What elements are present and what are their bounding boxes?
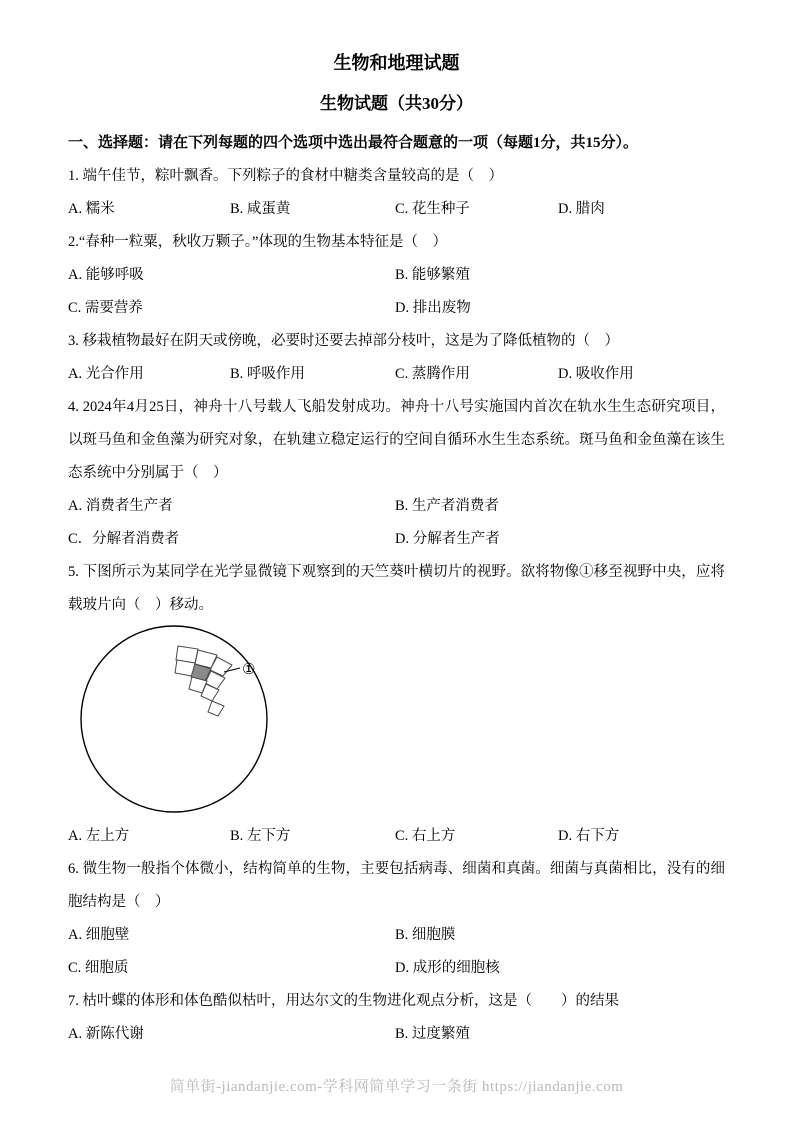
question-4 [68,391,725,556]
question-7-option-a: A. 新陈代谢 [68,1026,144,1042]
question-4-options [68,490,725,556]
question-3 [68,325,725,391]
leaf-cells-drawing [175,646,232,716]
question-4-option-d: D. 分解者生产者 [395,531,500,547]
question-1-option-d: D. 腊肉 [558,201,605,217]
question-2-option-d: D. 排出废物 [395,300,471,316]
question-5-figure [78,622,725,820]
question-6-option-c: C. 细胞质 [68,960,129,976]
question-1 [68,160,725,226]
question-3-option-b: B. 呼吸作用 [230,366,305,382]
question-7-options [68,1018,725,1051]
question-2-option-b: B. 能够繁殖 [395,267,470,283]
question-3-option-d: D. 吸收作用 [558,366,634,382]
question-1-stem: 1. 端午佳节，粽叶飘香。下列粽子的食材中糖类含量较高的是（ ） [68,168,503,184]
question-6 [68,853,725,985]
question-3-option-a: A. 光合作用 [68,366,144,382]
question-2 [68,226,725,325]
question-1-option-b: B. 咸蛋黄 [230,201,291,217]
question-1-option-a: A. 糯米 [68,201,115,217]
question-2-option-a: A. 能够呼吸 [68,267,144,283]
question-4-stem: 4. 2024年4月25日，神舟十八号载人飞船发射成功。神舟十八号实施国内首次在轨水生生态研究项目，以斑马鱼和金鱼藻为研究对象，在轨建立稳定运行的空间自循环水生生态系统。斑马鱼和金鱼藻在该生态系统中分别属于（ ） [68,399,725,481]
question-3-option-c: C. 蒸腾作用 [395,366,470,382]
microscope-field-figure [78,622,358,820]
question-2-stem: 2.“春种一粒粟，秋收万颗子。”体现的生物基本特征是（ ） [68,234,447,250]
question-6-option-d: D. 成形的细胞核 [395,960,500,976]
question-5-option-d: D. 右下方 [558,828,620,844]
question-7-stem: 7. 枯叶蝶的体形和体色酷似枯叶，用达尔文的生物进化观点分析，这是（ ）的结果 [68,993,619,1009]
question-2-option-c: C. 需要营养 [68,300,143,316]
question-5 [68,556,725,853]
question-1-options [68,193,725,226]
question-7-option-b: B. 过度繁殖 [395,1026,470,1042]
question-6-option-a: A. 细胞壁 [68,927,130,943]
question-7 [68,985,725,1051]
question-3-stem: 3. 移栽植物最好在阴天或傍晚，必要时还要去掉部分枝叶，这是为了降低植物的（ ） [68,333,619,349]
doc-title: 生物和地理试题 [333,53,460,73]
question-4-option-c: C．分解者消费者 [68,531,180,547]
question-4-option-b: B. 生产者消费者 [395,498,499,514]
question-4-option-a: A. 消费者生产者 [68,498,173,514]
question-2-options [68,259,725,325]
question-5-options [68,820,725,853]
microscope-view-circle [81,626,267,812]
question-6-stem: 6. 微生物一般指个体微小，结构简单的生物，主要包括病毒、细菌和真菌。细菌与真菌相比，没有的细胞结构是（ ） [68,861,725,910]
question-1-option-c: C. 花生种子 [395,201,470,217]
question-5-option-a: A. 左上方 [68,828,130,844]
object-1-label: ① [242,662,256,678]
question-5-option-c: C. 右上方 [395,828,456,844]
section-header: 一、选择题：请在下列每题的四个选项中选出最符合题意的一项（每题1分，共15分）。 [68,135,639,151]
question-3-options [68,358,725,391]
doc-subtitle: 生物试题（共30分） [320,94,473,113]
question-6-option-b: B. 细胞膜 [395,927,456,943]
watermark-footer: 简单街-jiandanjie.com-学科网简单学习一条街 https://jiandanjie.com [169,1079,624,1095]
question-5-stem: 5. 下图所示为某同学在光学显微镜下观察到的天竺葵叶横切片的视野。欲将物像①移至视野中央，应将载玻片向（ ）移动。 [68,564,725,613]
question-5-option-b: B. 左下方 [230,828,291,844]
question-6-options [68,919,725,985]
